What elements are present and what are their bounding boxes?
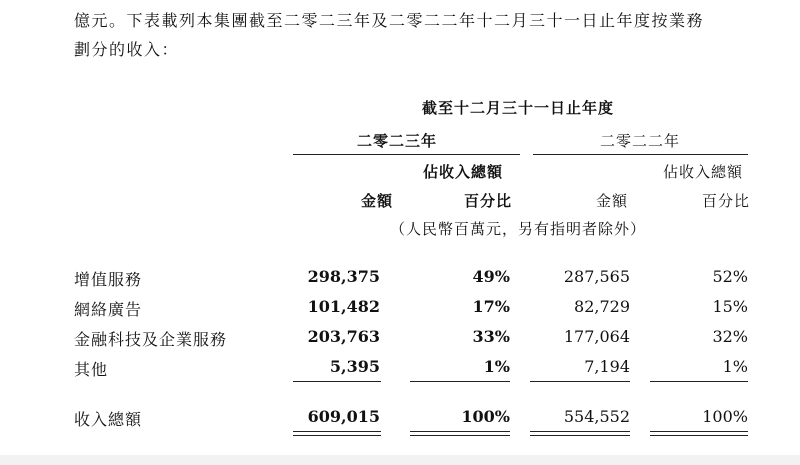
percent-2022: 1% xyxy=(722,357,748,376)
amount-2023: 101,482 xyxy=(307,297,380,316)
subtotal-rule xyxy=(410,381,510,382)
total-double-rule xyxy=(530,435,630,436)
amount-2023: 5,395 xyxy=(329,357,380,376)
col-pct-2022: 百分比 xyxy=(701,192,751,210)
percent-2023: 49% xyxy=(472,267,510,286)
period-header: 截至十二月三十一日止年度 xyxy=(421,99,615,117)
col-pct-2023: 百分比 xyxy=(463,192,513,210)
percent-2023: 17% xyxy=(472,297,510,316)
total-double-rule xyxy=(410,431,510,432)
subtotal-rule xyxy=(650,381,748,382)
amount-2022: 177,064 xyxy=(563,327,630,346)
total-percent-2022: 100% xyxy=(702,407,748,426)
intro-line-2: 劃分的收入： xyxy=(74,40,180,59)
col-amount-2022: 金額 xyxy=(595,192,629,210)
percent-2022: 15% xyxy=(712,297,748,316)
year-2022-header: 二零二二年 xyxy=(599,132,681,150)
percent-2022: 52% xyxy=(712,267,748,286)
total-double-rule xyxy=(650,435,748,436)
total-double-rule xyxy=(293,435,381,436)
row-label: 網絡廣告 xyxy=(74,300,143,319)
col-amount-2023: 金額 xyxy=(360,192,394,210)
amount-2023: 203,763 xyxy=(307,327,380,346)
row-label: 金融科技及企業服務 xyxy=(74,330,228,349)
subtotal-rule xyxy=(530,381,630,382)
percent-2022: 32% xyxy=(712,327,748,346)
percent-2023: 33% xyxy=(472,327,510,346)
total-label: 收入總額 xyxy=(74,410,143,429)
intro-paragraph xyxy=(74,6,704,64)
pct-group-header-2023: 佔收入總額 xyxy=(422,163,504,181)
total-double-rule xyxy=(530,431,630,432)
rule-2022-header xyxy=(533,154,748,155)
amount-2022: 7,194 xyxy=(584,357,630,376)
pct-group-header-2022: 佔收入總額 xyxy=(662,163,744,181)
row-label: 其他 xyxy=(74,360,109,379)
amount-2023: 298,375 xyxy=(307,267,380,286)
total-double-rule xyxy=(650,431,748,432)
page-bottom-edge xyxy=(0,455,800,465)
unit-note: （人民幣百萬元，另有指明者除外） xyxy=(389,220,647,238)
row-label: 增值服務 xyxy=(74,270,143,289)
year-2023-header: 二零二三年 xyxy=(356,132,438,150)
total-percent-2023: 100% xyxy=(461,407,510,426)
amount-2022: 82,729 xyxy=(574,297,630,316)
total-amount-2022: 554,552 xyxy=(563,407,630,426)
total-amount-2023: 609,015 xyxy=(307,407,380,426)
subtotal-rule xyxy=(293,381,381,382)
total-double-rule xyxy=(410,435,510,436)
amount-2022: 287,565 xyxy=(563,267,630,286)
total-double-rule xyxy=(293,431,381,432)
rule-2023-header xyxy=(293,154,520,155)
intro-line-1: 億元。下表載列本集團截至二零二三年及二零二二年十二月三十一日止年度按業務 xyxy=(74,11,705,30)
percent-2023: 1% xyxy=(483,357,510,376)
